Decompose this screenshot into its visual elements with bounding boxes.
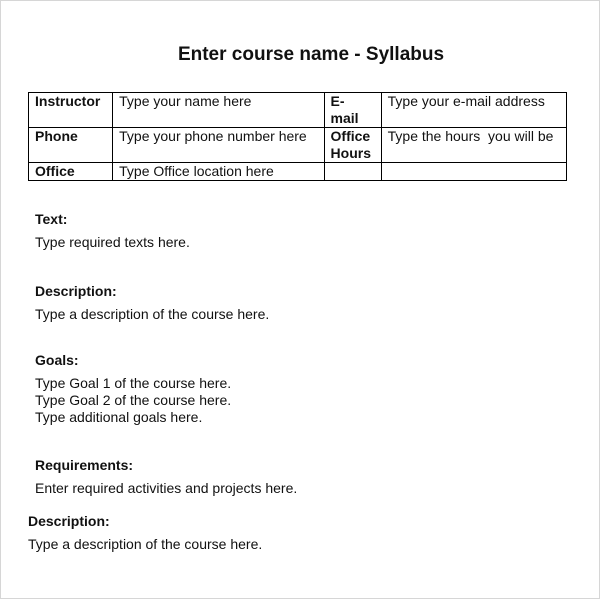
goal-line[interactable]: Type Goal 2 of the course here.	[35, 392, 232, 408]
email-field[interactable]: Type your e-mail address	[381, 93, 566, 128]
requirements-section	[35, 457, 297, 497]
office-hours-label: Office Hours	[324, 128, 381, 163]
email-label: E- mail	[324, 93, 381, 128]
description-heading: Description:	[28, 513, 110, 529]
description-heading: Description:	[35, 283, 117, 299]
empty-cell[interactable]	[324, 163, 381, 181]
page-title: Enter course name - Syllabus	[177, 44, 445, 65]
goals-section	[35, 352, 231, 426]
text-heading: Text:	[35, 211, 68, 227]
requirements-heading: Requirements:	[35, 457, 134, 473]
office-label: Office	[29, 163, 113, 181]
phone-label: Phone	[29, 128, 113, 163]
instructor-name-field[interactable]: Type your name here	[113, 93, 324, 128]
goals-heading: Goals:	[35, 352, 79, 368]
phone-number-field[interactable]: Type your phone number here	[113, 128, 324, 163]
instructor-label: Instructor	[29, 93, 113, 128]
table-row	[29, 93, 567, 128]
office-hours-field[interactable]: Type the hours you will be	[381, 128, 566, 163]
text-line[interactable]: Type required texts here.	[35, 234, 190, 250]
goal-line[interactable]: Type additional goals here.	[35, 409, 203, 425]
description-section	[35, 283, 269, 323]
table-row	[29, 163, 567, 181]
course-info-table	[28, 92, 567, 181]
description-line[interactable]: Type a description of the course here.	[35, 306, 270, 322]
description-section-2	[28, 513, 262, 553]
requirements-line[interactable]: Enter required activities and projects here.	[35, 480, 298, 496]
goal-line[interactable]: Type Goal 1 of the course here.	[35, 375, 232, 391]
table-row	[29, 128, 567, 163]
text-section	[35, 211, 190, 251]
description-line[interactable]: Type a description of the course here.	[28, 536, 263, 552]
empty-cell[interactable]	[381, 163, 566, 181]
office-location-field[interactable]: Type Office location here	[113, 163, 324, 181]
